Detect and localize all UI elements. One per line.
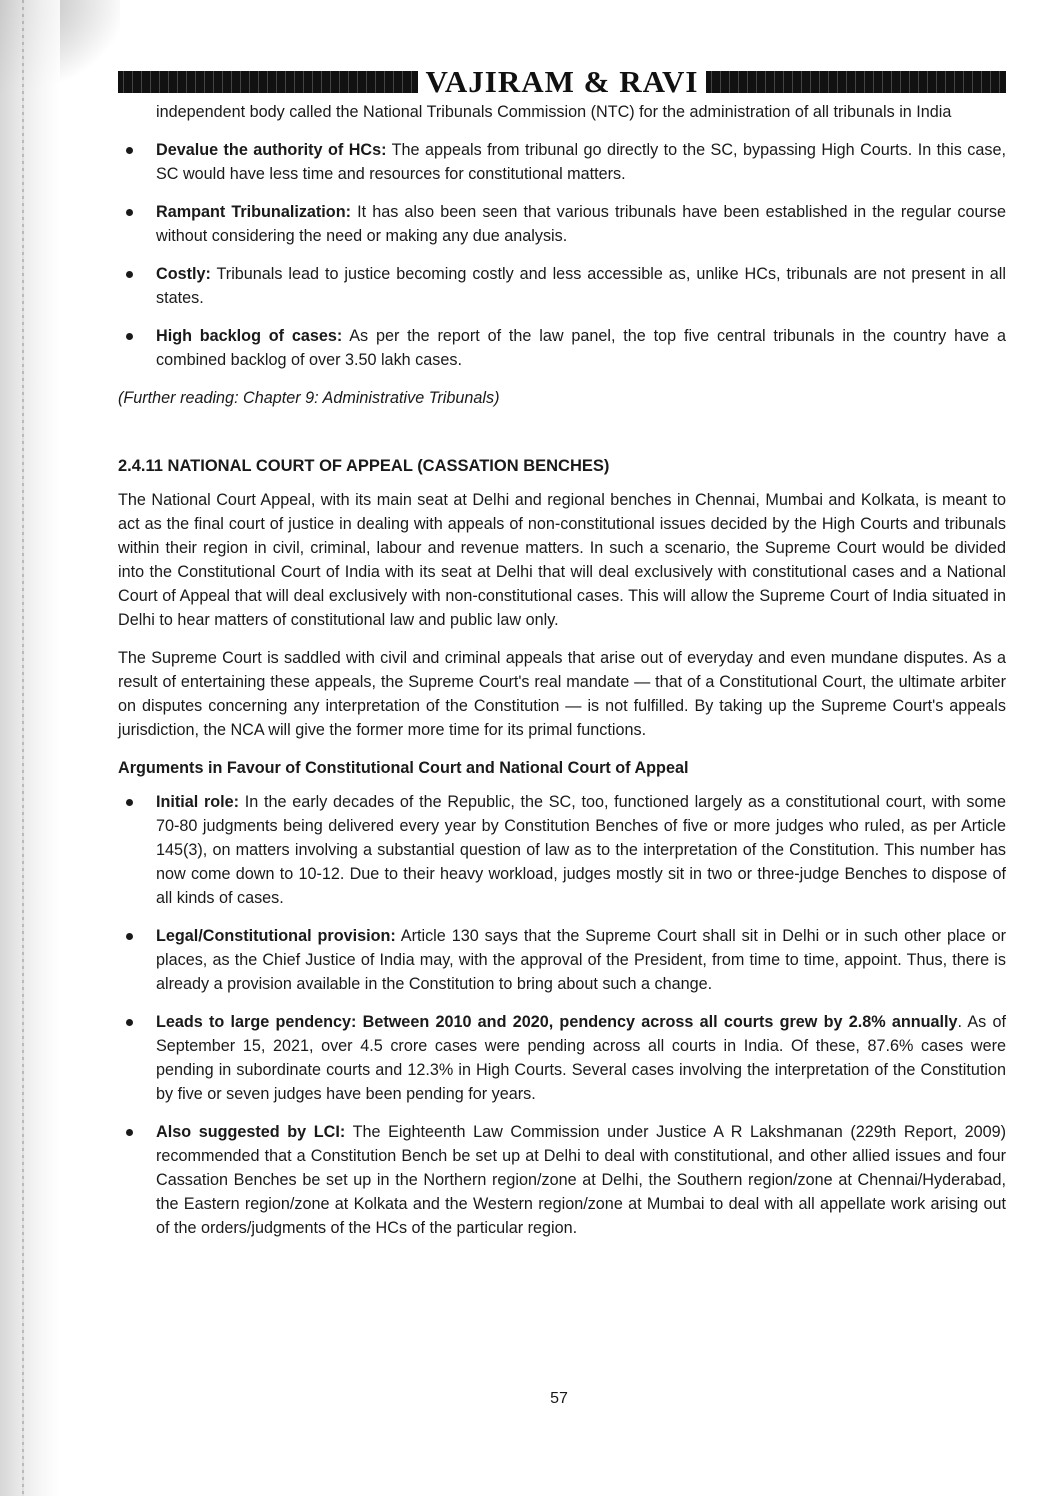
scan-binding-edge: [0, 0, 60, 1496]
bullet-text: Tribunals lead to justice becoming costly and less accessible as, unlike HCs, tribunals are not present in all states.: [156, 265, 1006, 307]
arguments-subheading: Arguments in Favour of Constitutional Court and National Court of Appeal: [118, 759, 689, 777]
bullet-icon: [126, 1129, 133, 1136]
bullet-icon: [126, 799, 133, 806]
bullet-text: . As of September 15, 2021, over 4.5 crore cases were pending across all courts in India. Of these, 87.6% cases were pending in subordinate courts and 12.3% in High Courts. Several cases involving the interpretation of the Constitution by five or seven judges have been pending for years.: [156, 1013, 1006, 1103]
continuation-text: independent body called the National Tribunals Commission (NTC) for the administration of all tribunals in India: [156, 103, 952, 121]
further-reading-note: (Further reading: Chapter 9: Administrative Tribunals): [118, 389, 500, 407]
scan-binding-line: [22, 0, 24, 1496]
bullet-item: [118, 324, 1006, 372]
bullet-text: As per the report of the law panel, the top five central tribunals in the country have a combined backlog of over 3.50 lakh cases.: [156, 327, 1006, 369]
page-number: 57: [550, 1390, 568, 1407]
header-bar-right: [706, 71, 1006, 93]
bullet-lead: Rampant Tribunalization:: [156, 203, 351, 221]
header-bar-left: [118, 71, 418, 93]
bullet-icon: [126, 271, 133, 278]
bullet-lead: Costly:: [156, 265, 211, 283]
bullet-lead: Also suggested by LCI:: [156, 1123, 346, 1141]
bullet-item: [118, 262, 1006, 310]
bullet-item: [118, 138, 1006, 186]
page-header: [118, 64, 1006, 100]
bullet-lead: Leads to large pendency: Between 2010 and 2020, pendency across all courts grew by 2.8% annually: [156, 1013, 958, 1031]
bullet-lead: High backlog of cases:: [156, 327, 343, 345]
bullet-item: [118, 1010, 1006, 1106]
bullet-icon: [126, 147, 133, 154]
bullet-item: [118, 790, 1006, 910]
page-content: [118, 100, 1006, 1254]
bullet-item: [118, 1120, 1006, 1240]
bullet-item: [118, 924, 1006, 996]
top-bullet-list: [118, 138, 1006, 372]
section-paragraph: The Supreme Court is saddled with civil and criminal appeals that arise out of everyday and even mundane disputes. As a result of entertaining these appeals, the Supreme Court's real mandate — that of a Constitutional Court, the ultimate arbiter on disputes concerning any interpretation of the Constitution — is not fulfilled. By taking up the Supreme Court's appeals jurisdiction, the NCA will give the former more time for its primal functions.: [118, 649, 1006, 739]
header-title: VAJIRAM & RAVI: [425, 64, 699, 99]
section-heading: 2.4.11 NATIONAL COURT OF APPEAL (CASSATION BENCHES): [118, 457, 610, 475]
bullet-icon: [126, 1019, 133, 1026]
arguments-bullet-list: [118, 790, 1006, 1240]
bullet-icon: [126, 933, 133, 940]
section-paragraph: The National Court Appeal, with its main seat at Delhi and regional benches in Chennai, Mumbai and Kolkata, is meant to act as the final court of justice in dealing with appeals of non-constitutional issues decided by the High Courts and tribunals within their region in civil, criminal, labour and revenue matters. In such a scenario, the Supreme Court would be divided into the Constitutional Court of India with its seat at Delhi that will deal exclusively with constitutional cases and a National Court of Appeal that will deal exclusively with non-constitutional cases. This will allow the Supreme Court of India situated in Delhi to hear matters of constitutional law and public law only.: [118, 491, 1006, 629]
bullet-text: Article 130 says that the Supreme Court shall sit in Delhi or in such other place or places, as the Chief Justice of India may, with the approval of the President, from time to time, appoint. Thus, there is already a provision available in the Constitution to bring about such a change.: [156, 927, 1006, 993]
bullet-lead: Initial role:: [156, 793, 240, 811]
bullet-lead: Devalue the authority of HCs:: [156, 141, 387, 159]
bullet-icon: [126, 333, 133, 340]
bullet-text: In the early decades of the Republic, the SC, too, functioned largely as a constitutional court, with some 70-80 judgments being delivered every year by Constitution Benches of five or more judges who ruled, as per Article 145(3), on matters involving a substantial question of law as to the interpretation of the Constitution. This number has now come down to 10-12. Due to their heavy workload, judges mostly sit in two or three-judge Benches to dispose of all kinds of cases.: [156, 793, 1006, 907]
bullet-icon: [126, 209, 133, 216]
bullet-text: The Eighteenth Law Commission under Justice A R Lakshmanan (229th Report, 2009) recommended that a Constitution Bench be set up at Delhi to deal with constitutional, and other allied issues and four Cassation Benches be set up in the Northern region/zone at Delhi, the Southern region/zone at Chennai/Hyderabad, the Eastern region/zone at Kolkata and the Western region/zone at Mumbai to deal with all appellate work arising out of the orders/judgments of the HCs of the particular region.: [156, 1123, 1006, 1237]
bullet-item: [118, 200, 1006, 248]
bullet-text: The appeals from tribunal go directly to the SC, bypassing High Courts. In this case, SC would have less time and resources for constitutional matters.: [156, 141, 1006, 183]
bullet-lead: Legal/Constitutional provision:: [156, 927, 396, 945]
bullet-text: It has also been seen that various tribunals have been established in the regular course without considering the need or making any due analysis.: [156, 203, 1006, 245]
